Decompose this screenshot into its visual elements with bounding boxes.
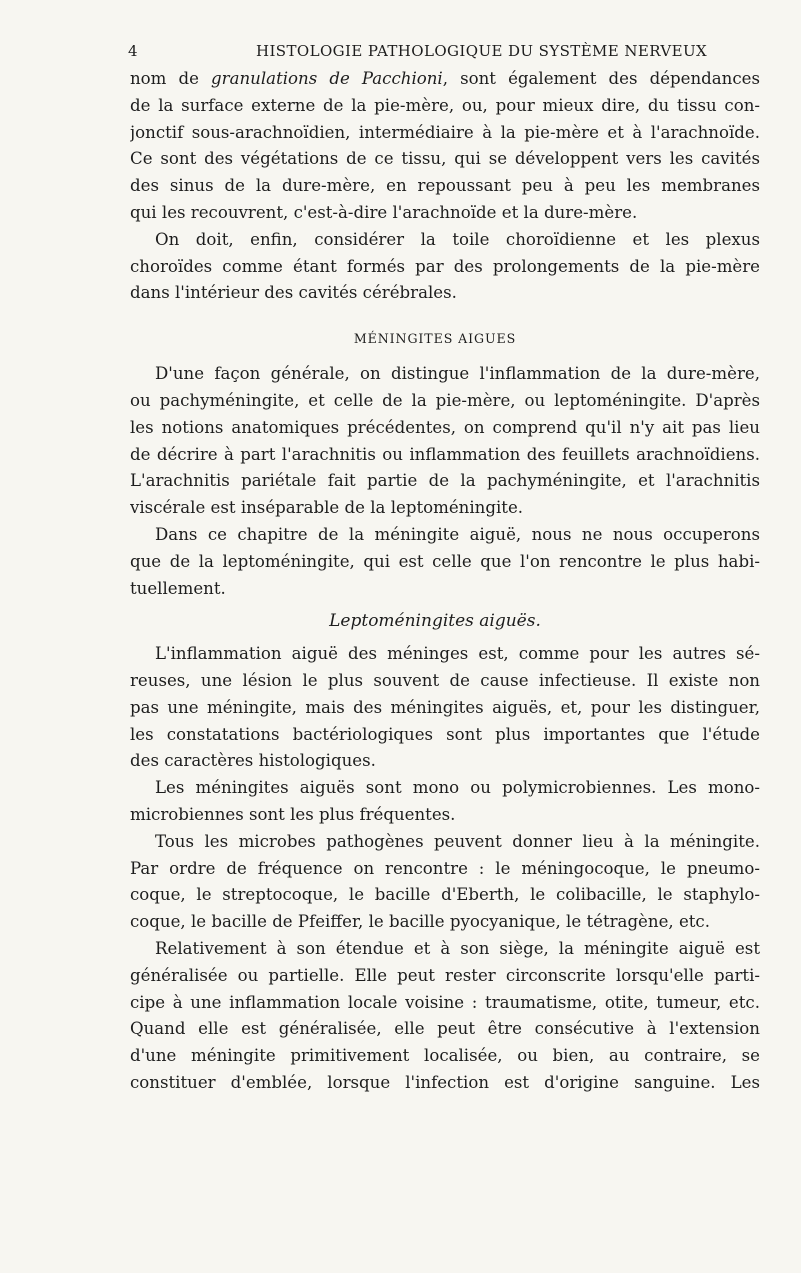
- text-line: ou pachyméningite, et celle de la pie-mère, ou leptoméningite. D'après: [130, 390, 760, 410]
- text-line: cipe à une inflammation locale voisine : traumatisme, otite, tumeur, etc.: [130, 992, 760, 1012]
- paragraph: [130, 227, 760, 307]
- text-line: d'une méningite primitivement localisée, ou bien, au contraire, se: [130, 1046, 760, 1066]
- text-line: Ce sont des végétations de ce tissu, qui se développent vers les cavités: [130, 149, 760, 169]
- paragraph: [130, 936, 760, 1097]
- subheading: Leptoméningites aiguës.: [329, 611, 541, 632]
- text-line: Relativement à son étendue et à son siège, la méningite aiguë est: [155, 938, 760, 958]
- text-line: qui les recouvrent, c'est-à-dire l'arachnoïde et la dure-mère.: [130, 202, 638, 222]
- text-line: Tous les microbes pathogènes peuvent donner lieu à la méningite.: [155, 831, 760, 851]
- text-line: On doit, enfin, considérer la toile choroïdienne et les plexus: [155, 229, 760, 249]
- page-body: [130, 66, 760, 1097]
- text-line: L'inflammation aiguë des méninges est, comme pour les autres sé-: [155, 644, 760, 664]
- paragraph: [130, 775, 760, 829]
- text-line: de la surface externe de la pie-mère, ou, pour mieux dire, du tissu con-: [130, 95, 760, 115]
- text-line: Les méningites aiguës sont mono ou polymicrobiennes. Les mono-: [155, 778, 760, 798]
- text-line: les notions anatomiques précédentes, on comprend qu'il n'y ait pas lieu: [130, 417, 760, 437]
- running-title: HISTOLOGIE PATHOLOGIQUE DU SYSTÈME NERVEUX: [256, 42, 708, 60]
- text-line: que de la leptoméningite, qui est celle que l'on rencontre le plus habi-: [130, 551, 760, 571]
- text-line: reuses, une lésion le plus souvent de cause infectieuse. Il existe non: [130, 670, 760, 690]
- paragraph: [130, 66, 760, 227]
- paragraph: [130, 361, 760, 522]
- text-line: Dans ce chapitre de la méningite aiguë, nous ne nous occuperons: [155, 524, 760, 544]
- text-line: nom de granulations de Pacchioni, sont également des dépendances: [130, 69, 760, 88]
- running-head: [128, 42, 764, 62]
- text-line: des caractères histologiques.: [130, 751, 376, 771]
- section-heading: MÉNINGITES AIGUES: [353, 331, 517, 347]
- text-line: de décrire à part l'arachnitis ou inflammation des feuillets arachnoïdiens.: [130, 444, 760, 464]
- text-line: dans l'intérieur des cavités cérébrales.: [130, 283, 457, 303]
- paragraph: [130, 522, 760, 602]
- text-line: jonctif sous-arachnoïdien, intermédiaire à la pie-mère et à l'arachnoïde.: [130, 122, 760, 142]
- text-line: D'une façon générale, on distingue l'inflammation de la dure-mère,: [155, 364, 760, 384]
- text-line: des sinus de la dure-mère, en repoussant peu à peu les membranes: [130, 176, 760, 196]
- text-line: L'arachnitis pariétale fait partie de la pachyméningite, et l'arachnitis: [130, 471, 760, 491]
- text-line: tuellement.: [130, 578, 226, 598]
- text-line: généralisée ou partielle. Elle peut rester circonscrite lorsqu'elle parti-: [130, 965, 760, 985]
- italic-term: granulations de Pacchioni: [211, 69, 443, 88]
- text-line: microbiennes sont les plus fréquentes.: [130, 804, 456, 824]
- text-line: pas une méningite, mais des méningites aiguës, et, pour les distinguer,: [130, 697, 760, 717]
- text-line: coque, le bacille de Pfeiffer, le bacille pyocyanique, le tétragène, etc.: [130, 912, 710, 932]
- text-line: Quand elle est généralisée, elle peut être consécutive à l'extension: [130, 1019, 760, 1039]
- text-line: choroïdes comme étant formés par des prolongements de la pie-mère: [130, 256, 760, 276]
- text-line: constituer d'emblée, lorsque l'infection est d'origine sanguine. Les: [130, 1072, 760, 1092]
- page-number: 4: [128, 42, 138, 60]
- text-line: les constatations bactériologiques sont plus importantes que l'étude: [130, 724, 760, 744]
- text-line: coque, le streptocoque, le bacille d'Eberth, le colibacille, le staphylo-: [130, 885, 760, 905]
- text-line: Par ordre de fréquence on rencontre : le méningocoque, le pneumo-: [130, 858, 760, 878]
- text-line: viscérale est inséparable de la leptoméningite.: [130, 498, 524, 518]
- paragraph: [130, 829, 760, 936]
- paragraph: [130, 641, 760, 775]
